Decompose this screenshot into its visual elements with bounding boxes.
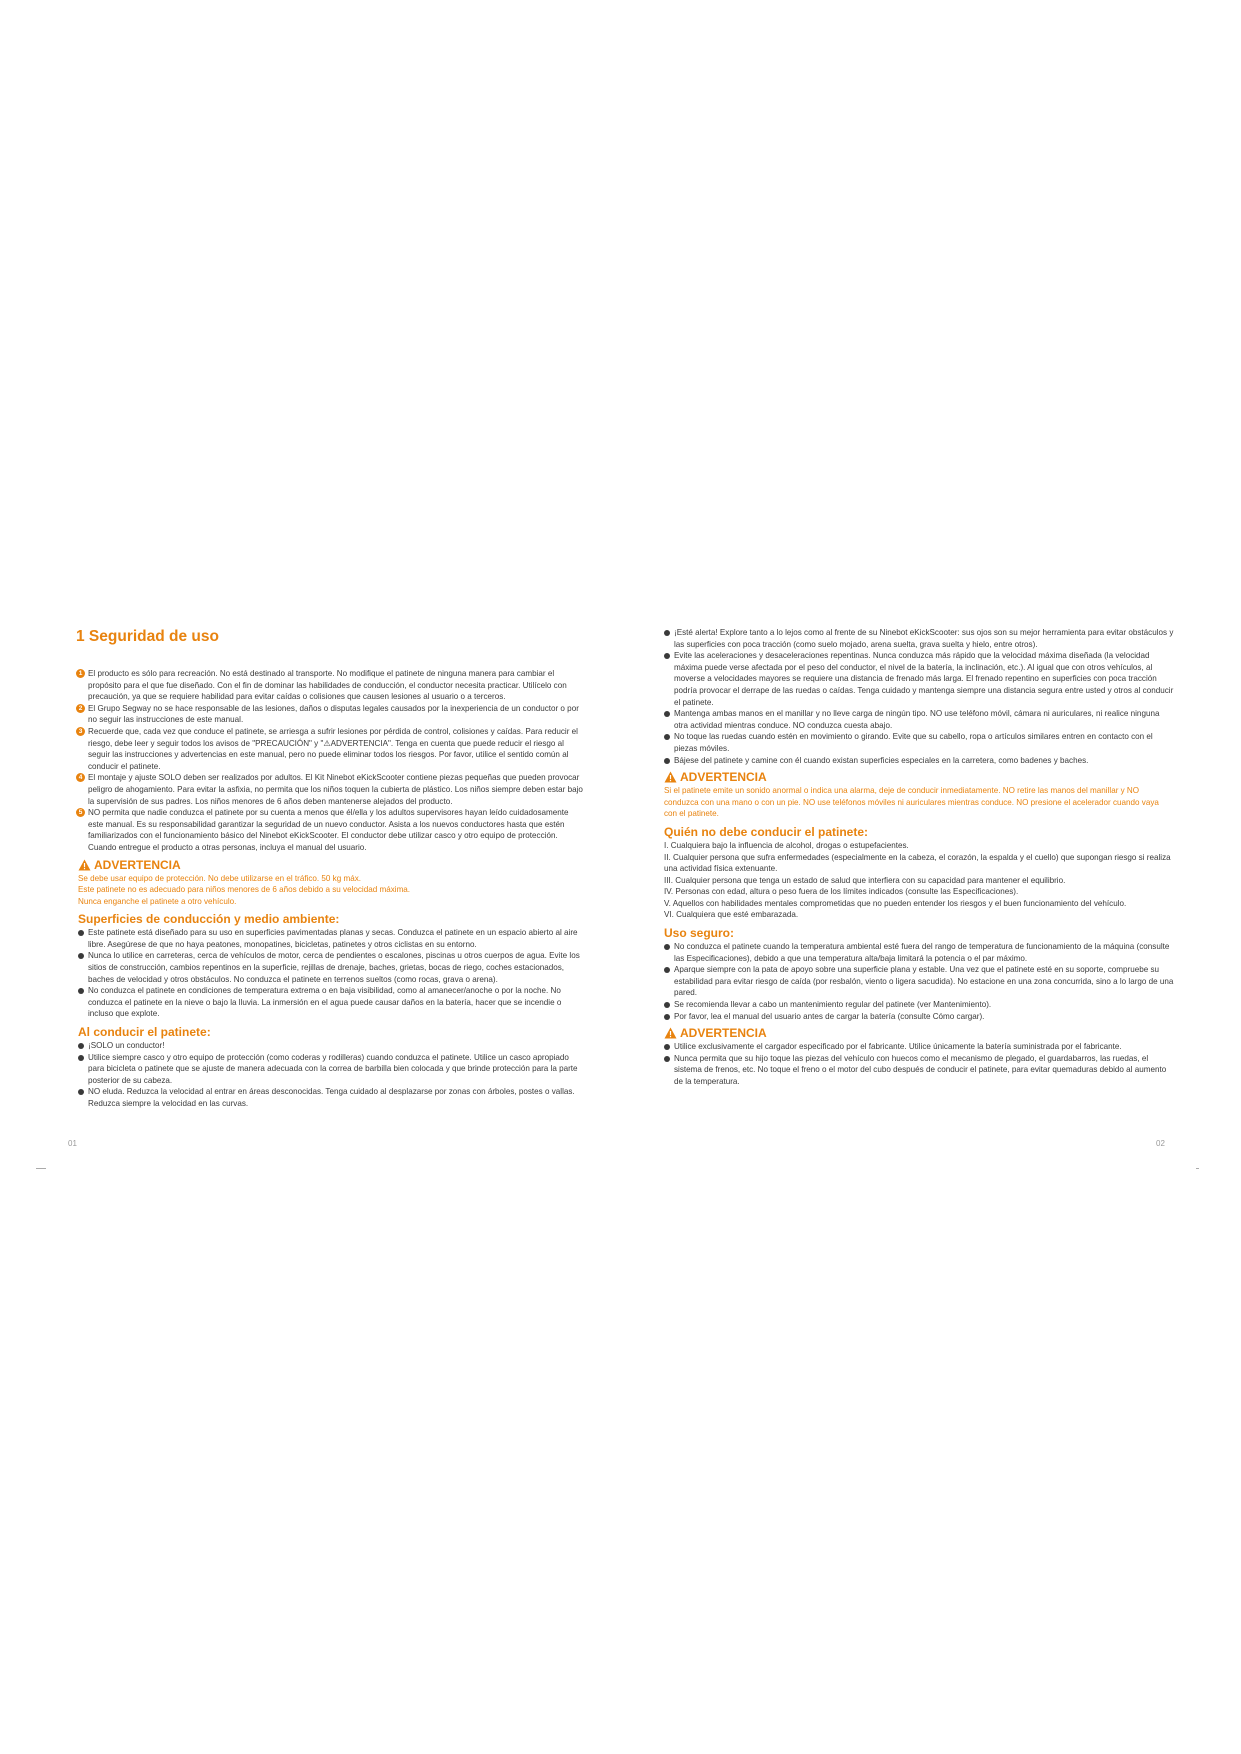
number-badge: 5 <box>76 808 85 817</box>
list-item-text: Aparque siempre con la pata de apoyo sobre una superficie plana y estable. Una vez que el patinete esté en su soporte, compruebe su estabilidad para evitar riesgo de caída (por resbalón, viento o ligera sacudida). No estacione en una zona concurrida, sino a lo largo de una pared. <box>674 965 1174 998</box>
list-item-text: NO eluda. Reduzca la velocidad al entrar en áreas desconocidas. Tenga cuidado al desplazarse por zonas con árboles, postes o vallas. Reduzca siempre la velocidad en las curvas. <box>88 1087 575 1108</box>
right-page-column <box>662 627 1174 1088</box>
bullet-icon <box>78 1089 84 1095</box>
bullet-icon <box>664 758 670 764</box>
riding-list <box>76 1040 584 1110</box>
bullet-icon <box>78 1055 84 1061</box>
list-item-text: No conduzca el patinete en condiciones de temperatura extrema o en baja visibilidad, como al amanecer/anoche o por la noche. No conduzca el patinete en la nieve o bajo la lluvia. La inmersión en el agua puede causar daños en la batería, hacer que se incendie o incluso que explote. <box>88 986 562 1019</box>
list-item <box>76 1086 584 1109</box>
numbered-item <box>76 772 584 807</box>
numbered-item <box>76 703 584 726</box>
safe-use-list <box>662 941 1174 1022</box>
list-item-text: Nunca lo utilice en carreteras, cerca de vehículos de motor, cerca de pendientes o escalones, piscinas u otros cuerpos de agua. Evite los sitios de construcción, cambios repentinos en la superficie, rejillas de drenaje, baches, grietas, bocas de riego, coches estacionados, baches de velocidad y otros obstáculos. No conduzca el patinete en terrenos sueltos (como rocas, grava o arena). <box>88 951 580 984</box>
section-title: 1 Seguridad de uso <box>76 628 219 645</box>
crop-mark <box>36 1168 46 1169</box>
warning-triangle-icon <box>78 859 91 871</box>
surfaces-heading: Superficies de conducción y medio ambiente: <box>78 912 340 927</box>
list-item: V. Aquellos con habilidades mentales comprometidas que no pueden entender los riesgos y el buen funcionamiento del vehículo. <box>664 898 1127 908</box>
numbered-item-text: El montaje y ajuste SOLO deben ser realizados por adultos. El Kit Ninebot eKickScooter contiene piezas pequeñas que pueden provocar peligro de ahogamiento. Para evitar la asfixia, no permita que los niños toquen la cubierta de plástico. Los niños siempre deben estar bajo la supervisión de sus padres. Los niños menores de 6 años deben mantenerse alejados del producto. <box>88 773 583 806</box>
list-item: I. Cualquiera bajo la influencia de alcohol, drogas o estupefacientes. <box>664 840 909 850</box>
number-badge: 1 <box>76 669 85 678</box>
warning-heading <box>78 858 584 872</box>
bullet-icon <box>664 1014 670 1020</box>
warning-title: ADVERTENCIA <box>680 770 767 785</box>
list-item <box>662 1041 1174 1053</box>
bullet-icon <box>664 1002 670 1008</box>
bullet-icon <box>664 944 670 950</box>
numbered-item <box>76 726 584 772</box>
bullet-icon <box>664 630 670 636</box>
list-item-text: Utilice siempre casco y otro equipo de protección (como coderas y rodilleras) cuando conduzca el patinete. Utilice un casco apropiado para bicicleta o patinete que se ajuste de manera adecuada con la correa de barbilla bien colocada y que brinde protección para la parte posterior de su cabeza. <box>88 1052 578 1085</box>
numbered-item-text: Recuerde que, cada vez que conduce el patinete, se arriesga a sufrir lesiones por pérdida de control, colisiones y caídas. Para reducir el riesgo, debe leer y seguir todos los avisos de "PRECAUCIÓN" y "⚠ADVERTENCIA". Tenga en cuenta que puede reducir el riesgo al seguir las instrucciones y advertencias en este manual, pero no puede eliminar todos los riesgos. Por favor, utilice el sentido común al conducir el patinete. <box>88 726 578 771</box>
list-item <box>76 950 584 985</box>
list-item <box>76 1052 584 1087</box>
list-item-text: No toque las ruedas cuando estén en movimiento o girando. Evite que su cabello, ropa o artículos similares entren en contacto con el piezas móviles. <box>674 732 1153 753</box>
list-item <box>662 1053 1174 1088</box>
riding-continued-list <box>662 627 1174 766</box>
list-item <box>76 927 584 950</box>
riding-heading: Al conducir el patinete: <box>78 1025 211 1040</box>
warning-list <box>662 1041 1174 1087</box>
page-number-right: 02 <box>1156 1139 1165 1148</box>
number-badge: 2 <box>76 704 85 713</box>
list-item-text: No conduzca el patinete cuando la temperatura ambiental esté fuera del rango de temperatura de funcionamiento de la máquina (consulte las Especificaciones), debido a que una temperatura alta/baja limitará la potencia o el par máximo. <box>674 942 1170 963</box>
list-item: II. Cualquier persona que sufra enfermedades (especialmente en la cabeza, el corazón, la espalda y el cuello) que supongan riesgo si realiza una actividad física extenuante. <box>664 852 1171 874</box>
bullet-icon <box>664 967 670 973</box>
list-item <box>662 708 1174 731</box>
list-item <box>662 999 1174 1011</box>
list-item-text: Bájese del patinete y camine con él cuando existan superficies especiales en la carretera, como badenes y baches. <box>674 755 1089 765</box>
list-item-text: Mantenga ambas manos en el manillar y no lleve carga de ningún tipo. NO use teléfono móvil, cámara ni auriculares, ni realice ninguna otra actividad mientras conduce. NO conduzca cuesta abajo. <box>674 709 1160 730</box>
bullet-icon <box>78 1043 84 1049</box>
list-item <box>76 985 584 1020</box>
warning-heading <box>664 1026 1174 1040</box>
list-item: III. Cualquier persona que tenga un estado de salud que interfiera con su capacidad para mantener el equilibrio. <box>664 875 1066 885</box>
list-item <box>76 1040 584 1052</box>
bullet-icon <box>78 953 84 959</box>
list-item-text: ¡SOLO un conductor! <box>88 1041 165 1051</box>
bullet-icon <box>78 930 84 936</box>
list-item <box>662 755 1174 767</box>
list-item <box>662 650 1174 708</box>
bullet-icon <box>664 653 670 659</box>
list-item <box>662 1011 1174 1023</box>
numbered-item <box>76 668 584 703</box>
list-item-text: Este patinete está diseñado para su uso en superficies pavimentadas planas y secas. Conduzca el patinete en un espacio abierto al aire libre. Asegúrese de que no haya peatones, monopatines, bicicletas, patinetes y otros ciclistas en su entorno. <box>88 928 578 949</box>
numbered-safety-list <box>76 668 584 854</box>
list-item: IV. Personas con edad, altura o peso fuera de los límites indicados (consulte las Especificaciones). <box>664 887 1019 897</box>
warning-line: Nunca enganche el patinete a otro vehículo. <box>78 896 237 906</box>
bullet-icon <box>664 734 670 740</box>
number-badge: 4 <box>76 773 85 782</box>
bullet-icon <box>664 1044 670 1050</box>
numbered-item <box>76 807 584 853</box>
warning-text <box>664 785 1174 820</box>
warning-line: Este patinete no es adecuado para niños menores de 6 años debido a su velocidad máxima. <box>78 885 411 895</box>
bullet-icon <box>78 988 84 994</box>
list-item <box>662 941 1174 964</box>
list-item <box>662 731 1174 754</box>
warning-title: ADVERTENCIA <box>680 1026 767 1041</box>
list-item-text: Evite las aceleraciones y desaceleraciones repentinas. Nunca conduzca más rápido que la velocidad máxima diseñada (la velocidad máxima puede verse afectada por el peso del conductor, el nivel de la batería, la inclinación, etc.). Al igual que con otros vehículos, al moverse a velocidades mayores se requiere una distancia de frenado más larga. El frenado repentino en superficies con poca tracción podría provocar el derrape de las ruedas o caídas. Tenga cuidado y mantenga siempre una distancia segura entre usted y otros al conducir el patinete. <box>674 651 1174 707</box>
numbered-item-text: NO permita que nadie conduzca el patinete por su cuenta a menos que él/ella y los adultos supervisores hayan leído cuidadosamente este manual. Es su responsabilidad garantizar la seguridad de un nuevo conductor. Asista a los nuevos conductores hasta que estén familiarizados con el funcionamiento básico del Ninebot eKickScooter. El conductor debe utilizar casco y otro equipo de protección. Cuando entregue el producto a otras personas, incluya el manual del usuario. <box>88 808 569 852</box>
number-badge: 3 <box>76 727 85 736</box>
list-item-text: Nunca permita que su hijo toque las piezas del vehículo con huecos como el mecanismo de plegado, el guardabarros, las ruedas, el sistema de frenos, etc. No toque el freno o el motor del cubo después de conducir el patinete, para evitar quemaduras debido al aumento de la temperatura. <box>674 1053 1167 1086</box>
warning-heading <box>664 770 1174 784</box>
who-list <box>662 840 1174 921</box>
numbered-item-text: El producto es sólo para recreación. No está destinado al transporte. No modifique el patinete de ninguna manera para cambiar el propósito para el que fue diseñado. Con el fin de dominar las habilidades de conducción, el conductor necesita practicar. Utilícelo con precaución, ya que se requiere habilidad para evitar caídas o colisiones que causen lesiones al usuario o a terceros. <box>88 669 567 702</box>
warning-title: ADVERTENCIA <box>94 857 181 872</box>
list-item: VI. Cualquiera que esté embarazada. <box>664 910 799 920</box>
crop-mark <box>1196 1168 1199 1169</box>
warning-line: Se debe usar equipo de protección. No debe utilizarse en el tráfico. 50 kg máx. <box>78 873 362 883</box>
list-item-text: ¡Esté alerta! Explore tanto a lo lejos como al frente de su Ninebot eKickScooter: sus ojos son su mejor herramienta para evitar obstáculos y las superficies con poca tracción (como suelo mojado, arena suelta, grava suelta y hielo, entre otros). <box>674 628 1174 649</box>
warning-line: Si el patinete emite un sonido anormal o indica una alarma, deje de conducir inmediatamente. NO retire las manos del manillar y NO conduzca con una mano o con un pie. NO use teléfonos móviles ni auriculares mientras conduce. NO presione el acelerador cuando vaya con el patinete. <box>664 786 1159 819</box>
list-item-text: Por favor, lea el manual del usuario antes de cargar la batería (consulte Cómo cargar). <box>674 1011 985 1021</box>
warning-text <box>78 873 584 908</box>
bullet-icon <box>664 1056 670 1062</box>
page-number-left: 01 <box>68 1139 77 1148</box>
list-item-text: Utilice exclusivamente el cargador especificado por el fabricante. Utilice únicamente la batería suministrada por el fabricante. <box>674 1042 1122 1052</box>
who-heading: Quién no debe conducir el patinete: <box>664 824 869 839</box>
left-page-column <box>76 628 584 1110</box>
warning-triangle-icon <box>664 771 677 783</box>
list-item <box>662 627 1174 650</box>
bullet-icon <box>664 711 670 717</box>
warning-triangle-icon <box>664 1027 677 1039</box>
list-item <box>662 964 1174 999</box>
safe-use-heading: Uso seguro: <box>664 926 735 941</box>
numbered-item-text: El Grupo Segway no se hace responsable de las lesiones, daños o disputas legales causados por la inexperiencia de un conductor o por no seguir las instrucciones de este manual. <box>88 703 579 725</box>
surfaces-list <box>76 927 584 1020</box>
list-item-text: Se recomienda llevar a cabo un mantenimiento regular del patinete (ver Mantenimiento). <box>674 1000 992 1010</box>
